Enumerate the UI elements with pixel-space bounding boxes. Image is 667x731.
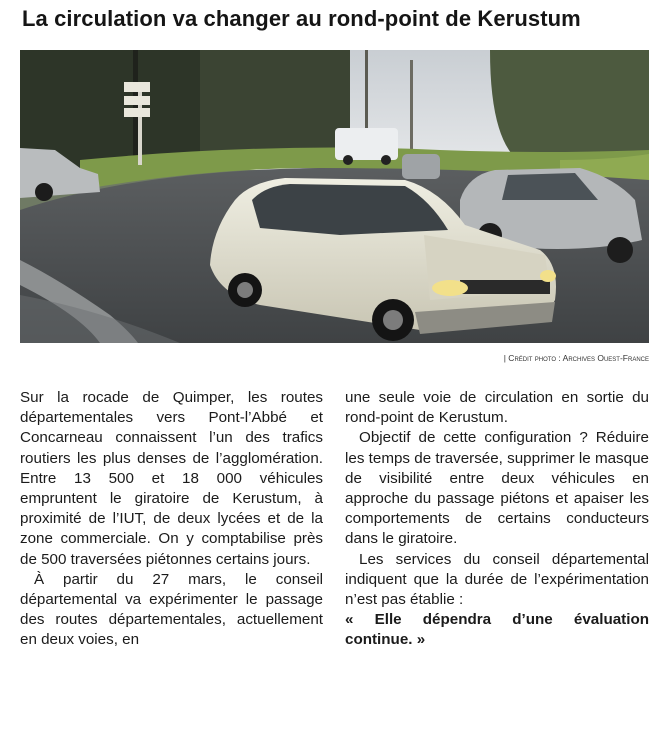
article-column-left: [20, 388, 323, 651]
article-column-right: [345, 388, 649, 651]
roundabout-photo-illustration: [20, 50, 649, 343]
paragraph-continuation: une seule voie de circulation en sortie du rond-point de Kerustum.: [345, 389, 649, 427]
paragraph-services: Les services du conseil départemental indiquent que la durée de l’expérimentation n’est pas établie :: [345, 550, 649, 609]
paragraph-intro: Sur la rocade de Quimper, les routes départementales vers Pont-l’Abbé et Concarneau connaissent l’un des trafics routiers les plus denses de l’agglomération. Entre 13 500 et 18 000 véhicules empruntent le giratoire de Kerustum, à proximité de l’IUT, de deux lycées et de la zone commerciale. On y comptabilise près de 500 traversées piétonnes certains jours.: [20, 389, 323, 568]
closing-quote: « Elle dépendra d’une évaluation continue. »: [345, 611, 649, 649]
photo-credit: | Crédit photo : Archives Ouest-France: [503, 353, 649, 363]
paragraph-experiment: À partir du 27 mars, le conseil départemental va expérimenter le passage des routes départementales, actuellement en deux voies, en: [20, 570, 323, 649]
article-headline: La circulation va changer au rond-point de Kerustum: [22, 6, 581, 31]
article-photo: [20, 50, 649, 343]
paragraph-objective: Objectif de cette configuration ? Réduire les temps de traversée, supprimer le masque de visibilité entre deux véhicules en approche du passage piétons et apaiser les comportements de certains conducteurs dans le giratoire.: [345, 429, 649, 548]
